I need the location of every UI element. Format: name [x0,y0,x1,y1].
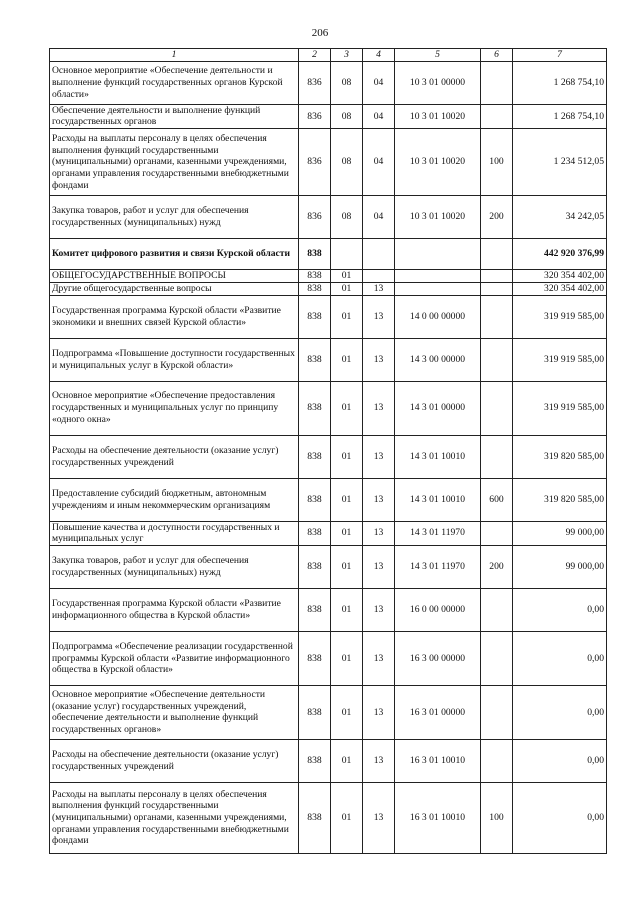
row-ved: 838 [299,739,331,782]
row-pr: 13 [363,631,395,685]
table-row [50,782,607,853]
row-ved: 838 [299,782,331,853]
row-csr: 14 3 01 00000 [395,381,481,435]
row-vr: 200 [481,545,513,588]
row-pr: 13 [363,782,395,853]
row-rz: 01 [331,739,363,782]
row-csr [395,282,481,295]
row-pr: 13 [363,685,395,739]
row-csr [395,270,481,283]
row-name: Подпрограмма «Повышение доступности государственных и муниципальных услуг в Курской области» [50,338,299,381]
row-rz: 01 [331,685,363,739]
row-sum: 319 820 585,00 [513,435,607,478]
row-name: Расходы на выплаты персоналу в целях обеспечения выполнения функций государственными (муниципальными) органами, казенными учреждениями, органами управления государственными внебюджетными фондами [50,129,299,196]
row-ved: 836 [299,129,331,196]
column-number: 5 [395,49,481,62]
row-sum: 99 000,00 [513,521,607,545]
row-vr [481,338,513,381]
row-ved: 836 [299,61,331,104]
table-row [50,270,607,283]
row-vr [481,270,513,283]
row-sum: 0,00 [513,739,607,782]
table-row [50,435,607,478]
row-rz: 01 [331,295,363,338]
row-csr: 10 3 01 10020 [395,104,481,128]
row-sum: 0,00 [513,782,607,853]
row-pr: 04 [363,129,395,196]
column-number: 6 [481,49,513,62]
row-ved: 838 [299,295,331,338]
row-ved: 836 [299,104,331,128]
row-csr: 16 3 01 10010 [395,782,481,853]
row-pr: 13 [363,295,395,338]
row-rz: 01 [331,588,363,631]
row-pr: 04 [363,104,395,128]
budget-table [49,48,607,854]
row-sum: 320 354 402,00 [513,282,607,295]
row-sum: 1 268 754,10 [513,104,607,128]
row-ved: 838 [299,338,331,381]
row-name: ОБЩЕГОСУДАРСТВЕННЫЕ ВОПРОСЫ [50,270,299,283]
row-vr: 200 [481,196,513,239]
table-row [50,295,607,338]
row-vr [481,521,513,545]
row-vr [481,104,513,128]
row-rz: 01 [331,521,363,545]
column-number: 3 [331,49,363,62]
table-row [50,631,607,685]
table-row [50,545,607,588]
row-sum: 34 242,05 [513,196,607,239]
row-rz: 01 [331,381,363,435]
row-vr [481,239,513,270]
row-vr [481,435,513,478]
row-csr: 16 0 00 00000 [395,588,481,631]
page-number: 206 [311,27,329,39]
table-row [50,239,607,270]
row-csr: 16 3 01 00000 [395,685,481,739]
table-row [50,104,607,128]
row-vr [481,739,513,782]
row-vr [481,685,513,739]
row-vr: 100 [481,129,513,196]
column-number: 4 [363,49,395,62]
row-rz: 01 [331,435,363,478]
table-row [50,478,607,521]
row-rz [331,239,363,270]
row-csr: 14 3 01 10010 [395,478,481,521]
column-number: 2 [299,49,331,62]
row-rz: 01 [331,338,363,381]
row-csr: 10 3 01 00000 [395,61,481,104]
row-name: Основное мероприятие «Обеспечение предоставления государственных и муниципальных услуг по принципу «одного окна» [50,381,299,435]
row-rz: 08 [331,104,363,128]
row-csr: 14 3 01 11970 [395,545,481,588]
row-csr [395,239,481,270]
row-ved: 838 [299,685,331,739]
row-name: Подпрограмма «Обеспечение реализации государственной программы Курской области «Развитие информационного общества в Курской области» [50,631,299,685]
row-ved: 838 [299,631,331,685]
row-pr: 13 [363,435,395,478]
column-number: 1 [50,49,299,62]
row-sum: 0,00 [513,631,607,685]
row-ved: 838 [299,282,331,295]
row-name: Повышение качества и доступности государственных и муниципальных услуг [50,521,299,545]
table-row [50,521,607,545]
row-name: Предоставление субсидий бюджетным, автономным учреждениям и иным некоммерческим организациям [50,478,299,521]
row-vr: 100 [481,782,513,853]
row-sum: 319 919 585,00 [513,338,607,381]
row-name: Закупка товаров, работ и услуг для обеспечения государственных (муниципальных) нужд [50,545,299,588]
row-pr [363,270,395,283]
row-ved: 838 [299,521,331,545]
row-csr: 14 3 01 10010 [395,435,481,478]
row-rz: 01 [331,270,363,283]
table-row [50,739,607,782]
row-pr: 13 [363,381,395,435]
row-rz: 08 [331,129,363,196]
row-ved: 838 [299,545,331,588]
row-sum: 0,00 [513,588,607,631]
row-vr [481,631,513,685]
row-pr: 13 [363,338,395,381]
table-row [50,381,607,435]
row-sum: 319 919 585,00 [513,381,607,435]
row-rz: 01 [331,782,363,853]
row-ved: 838 [299,270,331,283]
row-name: Расходы на выплаты персоналу в целях обеспечения выполнения функций государственными (муниципальными) органами, казенными учреждениями, органами управления государственными внебюджетными фондами [50,782,299,853]
row-csr: 16 3 01 10010 [395,739,481,782]
row-rz: 08 [331,196,363,239]
row-name: Комитет цифрового развития и связи Курской области [50,239,299,270]
table-row [50,129,607,196]
column-number-row [50,49,607,62]
row-pr: 04 [363,61,395,104]
row-pr: 04 [363,196,395,239]
row-rz: 08 [331,61,363,104]
row-csr: 10 3 01 10020 [395,196,481,239]
table-row [50,685,607,739]
row-vr [481,381,513,435]
row-sum: 319 820 585,00 [513,478,607,521]
row-csr: 14 3 01 11970 [395,521,481,545]
row-pr [363,239,395,270]
row-ved: 838 [299,239,331,270]
row-rz: 01 [331,545,363,588]
row-name: Закупка товаров, работ и услуг для обеспечения государственных (муниципальных) нужд [50,196,299,239]
row-name: Другие общегосударственные вопросы [50,282,299,295]
row-sum: 319 919 585,00 [513,295,607,338]
row-name: Обеспечение деятельности и выполнение функций государственных органов [50,104,299,128]
row-ved: 838 [299,435,331,478]
table-row [50,196,607,239]
table-row [50,61,607,104]
row-rz: 01 [331,631,363,685]
column-number: 7 [513,49,607,62]
table-row [50,282,607,295]
row-csr: 10 3 01 10020 [395,129,481,196]
row-vr [481,295,513,338]
table-row [50,588,607,631]
row-ved: 838 [299,588,331,631]
row-csr: 16 3 00 00000 [395,631,481,685]
row-name: Расходы на обеспечение деятельности (оказание услуг) государственных учреждений [50,739,299,782]
row-vr [481,61,513,104]
row-ved: 838 [299,381,331,435]
row-sum: 442 920 376,99 [513,239,607,270]
row-sum: 320 354 402,00 [513,270,607,283]
row-name: Основное мероприятие «Обеспечение деятельности и выполнение функций государственных органов Курской области» [50,61,299,104]
row-sum: 0,00 [513,685,607,739]
row-rz: 01 [331,478,363,521]
row-vr [481,282,513,295]
row-pr: 13 [363,545,395,588]
row-rz: 01 [331,282,363,295]
row-sum: 99 000,00 [513,545,607,588]
row-vr: 600 [481,478,513,521]
row-sum: 1 268 754,10 [513,61,607,104]
row-pr: 13 [363,282,395,295]
row-ved: 838 [299,478,331,521]
row-ved: 836 [299,196,331,239]
row-name: Основное мероприятие «Обеспечение деятельности (оказание услуг) государственных учреждений, обеспечение деятельности и выполнение функций государственных органов» [50,685,299,739]
table-row [50,338,607,381]
row-pr: 13 [363,739,395,782]
row-csr: 14 0 00 00000 [395,295,481,338]
row-pr: 13 [363,521,395,545]
row-pr: 13 [363,478,395,521]
row-name: Государственная программа Курской области «Развитие экономики и внешних связей Курской области» [50,295,299,338]
row-sum: 1 234 512,05 [513,129,607,196]
row-name: Государственная программа Курской области «Развитие информационного общества в Курской области» [50,588,299,631]
row-vr [481,588,513,631]
row-pr: 13 [363,588,395,631]
row-name: Расходы на обеспечение деятельности (оказание услуг) государственных учреждений [50,435,299,478]
row-csr: 14 3 00 00000 [395,338,481,381]
